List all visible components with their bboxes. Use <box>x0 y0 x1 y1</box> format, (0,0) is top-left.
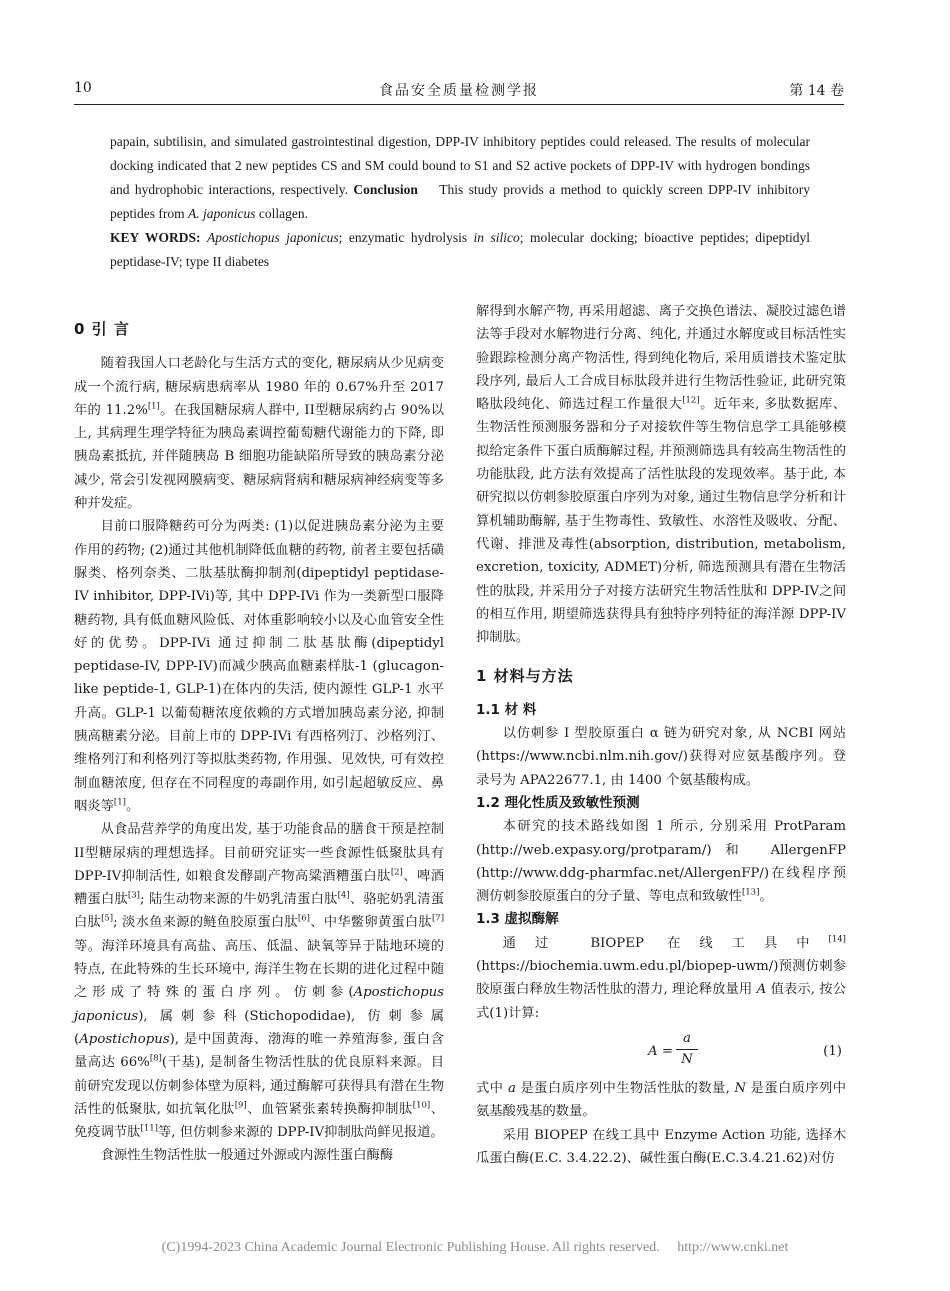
section-title-intro: 0 引 言 <box>74 320 130 338</box>
volume-label: 第 14 卷 <box>789 83 844 99</box>
section-title-methods: 1 材料与方法 <box>476 667 574 686</box>
abstract-block <box>110 130 810 274</box>
keywords-label: KEY WORDS: <box>110 230 201 245</box>
copyright-text: (C)1994-2023 China Academic Journal Electronic Publishing House. All rights reserved. <box>161 1240 660 1255</box>
copyright-footer <box>0 1240 950 1256</box>
intro-paragraph-1: 随着我国人口老龄化与生活方式的变化, 糖尿病从少见病变成一个流行病, 糖尿病患病率从 1980 年的 0.67%升至 2017 年的 11.2%[1]。在我国糖尿病人群中, II型糖尿病约占 90%以上, 其病理生理学特征为胰岛素调控葡萄糖代谢能力的下降, 即胰岛素抵抗, 并伴随胰岛 B 细胞功能缺陷所导致的胰岛素分泌减少, 常会引发视网膜病变、糖尿病肾病和糖尿病神经病变等多种并发症。 <box>74 356 444 512</box>
equation-number: (1) <box>823 1043 842 1059</box>
abstract-results: papain, subtilisin, and simulated gastrointestinal digestion, DPP-IV inhibitory peptides could released. The results of molecular docking indicated that 2 new peptides CS and SM could bound to S1 and S2 active pockets of DPP-IV with hydrogen bondings and hydrophobic interactions, respectively. Conclusion This study provids a method to quickly screen DPP-IV inhibitory peptides from A. japonicus collagen. <box>110 134 810 221</box>
intro-paragraph-4-cont: 解得到水解产物, 再采用超滤、离子交换色谱法、凝胶过滤色谱法等手段对水解物进行分离、纯化, 并通过水解度或目标活性实验跟踪检测分离产物活性, 得到纯化物后, 采用质谱技术鉴定肽段序列, 最后人工合成目标肽段并进行生物活性验证, 此研究策略肽段纯化、筛选过程工作量很大[12]。近年来, 多肽数据库、生物活性预测服务器和分子对接软件等生物信息学工具能够模拟给定条件下蛋白质酶解过程, 并预测筛选具有较高生物活性的功能肽段, 此方法有效提高了活性肽段的发现效率。基于此, 本研究拟以仿刺参胶原蛋白序列为对象, 通过生物信息学分析和计算机辅助酶解, 基于生物毒性、致敏性、水溶性及吸收、分配、代谢、排泄及毒性(absorption, distribution, metabolism, excretion, toxicity, ADMET)分析, 筛选预测具有潜在生物活性的肽段, 并采用分子对接方法研究生物活性肽和 DPP-IV之间的相互作用, 期望筛选获得具有独特序列特征的海洋源 DPP-IV抑制肽。 <box>476 304 847 646</box>
subsection-title-1-2: 1.2 理化性质及致敏性预测 <box>476 794 640 811</box>
page-number: 10 <box>74 80 92 96</box>
left-column <box>74 304 444 1168</box>
conclusion-label: Conclusion <box>353 182 418 197</box>
subsection-title-1-3: 1.3 虚拟酶解 <box>476 911 559 928</box>
equation-1: A = $\frac{a}{N}$ (1) <box>476 1029 846 1073</box>
methods-1-1-paragraph: 以仿刺参 I 型胶原蛋白 α 链为研究对象, 从 NCBI 网站(https://www.ncbi.nlm.nih.gov/)获得对应氨基酸序列。登录号为 APA22677.1, 由 1400 个氨基酸构成。 <box>476 726 846 788</box>
journal-title: 食品安全质量检测学报 <box>379 83 539 99</box>
keywords: KEY WORDS: Apostichopus japonicus; enzymatic hydrolysis in silico; molecular docking; bioactive peptides; dipeptidyl peptidase-IV; type II diabetes <box>110 230 811 269</box>
page-header <box>74 78 844 105</box>
cnki-url: http://www.cnki.net <box>677 1240 789 1255</box>
equation-explanation: 式中 a 是蛋白质序列中生物活性肽的数量, N 是蛋白质序列中氨基酸残基的数量。 <box>476 1080 846 1120</box>
intro-paragraph-3: 从食品营养学的角度出发, 基于功能食品的膳食干预是控制II型糖尿病的理想选择。目前研究证实一些食源性低聚肽具有 DPP-IV抑制活性, 如粮食发酵副产物高粱酒糟蛋白肽[2]、啤酒糟蛋白肽[3]; 陆生动物来源的牛奶乳清蛋白肽[4]、骆驼奶乳清蛋白肽[5]; 淡水鱼来源的鲢鱼胶原蛋白肽[6]、中华鳖卵黄蛋白肽[7]等。海洋环境具有高盐、高压、低温、缺氧等异于陆地环境的特点, 在此特殊的生长环境中, 海洋生物在长期的进化过程中随之形成了特殊的蛋白序列。仿刺参(Apostichopus japonicus), 属刺参科(Stichopodidae), 仿刺参属(Apostichopus), 是中国黄海、渤海的唯一养殖海参, 蛋白含量高达 66%[8](干基), 是制备生物活性肽的优良原料来源。目前研究发现以仿刺参体壁为原料, 通过酶解可获得具有潜在生物活性的低聚肽, 如抗氧化肽[9]、血管紧张素转换酶抑制肽[10]、免疫调节肽[11]等, 但仿刺参来源的 DPP-IV抑制肽尚鲜见报道。 <box>74 822 445 1141</box>
methods-1-2-paragraph: 本研究的技术路线如图 1 所示, 分别采用 ProtParam (http://web.expasy.org/protparam/)和 AllergenFP (http://www.ddg-pharmfac.net/AllergenFP/)在线程序预测仿刺参胶原蛋白的分子量、等电点和致敏性[13]。 <box>476 819 846 905</box>
methods-1-3-paragraph-2: 采用 BIOPEP 在线工具中 Enzyme Action 功能, 选择木瓜蛋白酶(E.C. 3.4.22.2)、碱性蛋白酶(E.C.3.4.21.62)对仿 <box>476 1127 846 1166</box>
intro-paragraph-4-start: 食源性生物活性肽一般通过外源或内源性蛋白酶酶 <box>100 1148 394 1164</box>
subsection-title-1-1: 1.1 材 料 <box>476 701 537 718</box>
right-column <box>476 300 846 1170</box>
equation-fraction: $\frac{a}{N}$ <box>676 1029 698 1070</box>
methods-1-3-paragraph: 通过 BIOPEP 在线工具中[14](https://biochemia.uwm.edu.pl/biopep-uwm/)预测仿刺参胶原蛋白释放生物活性肽的潜力, 理论释放量用 A 值表示, 按公式(1)计算: <box>476 934 846 1021</box>
intro-paragraph-2: 目前口服降糖药可分为两类: (1)以促进胰岛素分泌为主要作用的药物; (2)通过其他机制降低血糖的药物, 前者主要包括磺脲类、格列奈类、二肽基肽酶抑制剂(dipeptidyl peptidase-IV inhibitor, DPP-IVi)等, 其中 DPP-IVi 作为一类新型口服降糖药物, 具有低血糖风险低、对体重影响较小以及心血管安全性好的优势。DPP-IVi 通过抑制二肽基肽酶(dipeptidyl peptidase-IV, DPP-IV)而减少胰高血糖素样肽-1 (glucagon-like peptide-1, GLP-1)在体内的失活, 使内源性 GLP-1 水平升高。GLP-1 以葡萄糖浓度依赖的方式增加胰岛素分泌, 抑制胰高糖素分泌。目前上市的 DPP-IVi 有西格列汀、沙格列汀、维格列汀和利格列汀等拟肽类药物, 作用强、见效快, 可有效控制血糖浓度, 但存在不同程度的毒副作用, 如引起超敏反应、鼻咽炎等[1]。 <box>74 519 444 814</box>
